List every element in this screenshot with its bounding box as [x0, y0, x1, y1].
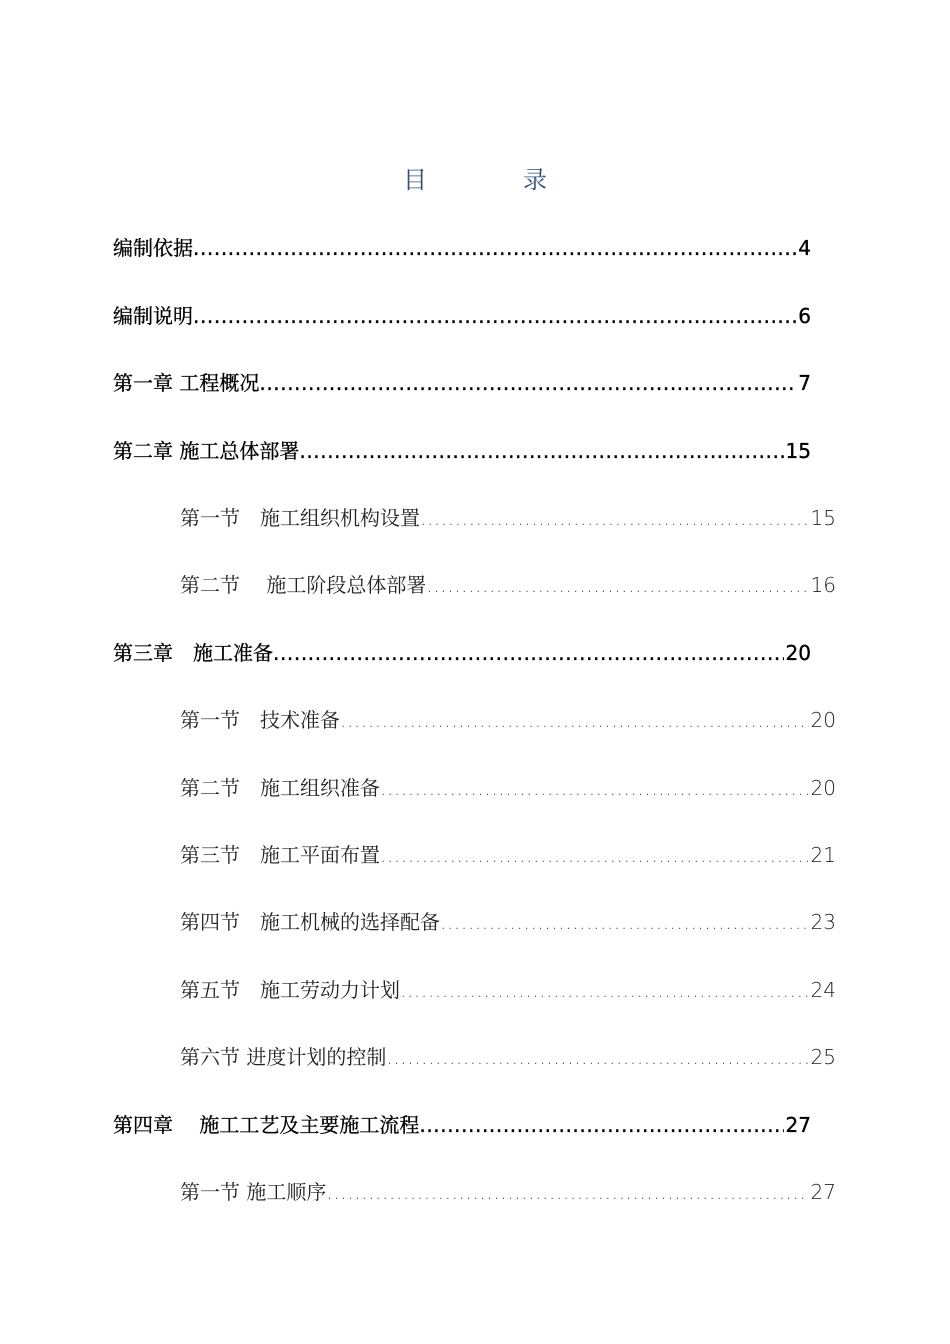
toc-entry-label: 第四章 施工工艺及主要施工流程: [113, 1113, 420, 1137]
toc-entry-page: 27: [810, 1180, 836, 1204]
toc-entry[interactable]: [180, 773, 836, 803]
toc-entry[interactable]: [180, 1042, 836, 1072]
dot-leader: [419, 1110, 783, 1140]
toc-entry-label: 第一节 施工顺序: [180, 1180, 327, 1204]
toc-entry-label: 第六节 进度计划的控制: [180, 1045, 387, 1069]
toc-entry-page: 23: [810, 910, 836, 934]
toc-entry-page: 27: [785, 1113, 811, 1137]
toc-entry[interactable]: [113, 233, 811, 263]
toc-entry[interactable]: [113, 368, 811, 398]
toc-entry-page: 20: [810, 776, 836, 800]
toc-entry-label: 第一节 施工组织机构设置: [180, 506, 420, 530]
toc-entry-label: 第三章 施工准备: [113, 641, 273, 665]
toc-entry-page: 25: [810, 1045, 836, 1069]
dot-leader: [259, 368, 796, 398]
toc-entry[interactable]: [180, 907, 836, 937]
toc-entry-label: 编制依据: [113, 236, 193, 260]
toc-entry-label: 第二节 施工阶段总体部署: [180, 573, 427, 597]
dot-leader: [420, 503, 809, 533]
dot-leader: [380, 773, 809, 803]
toc-entry-page: 24: [810, 978, 836, 1002]
toc-entry-label: 第五节 施工劳动力计划: [180, 978, 400, 1002]
toc-entry-page: 4: [798, 236, 811, 260]
toc-entry[interactable]: [180, 1177, 836, 1207]
toc-title: 目 录: [403, 166, 583, 194]
toc-entry-label: 第三节 施工平面布置: [180, 843, 380, 867]
toc-entry-page: 21: [810, 843, 836, 867]
toc-entry[interactable]: [180, 975, 836, 1005]
toc-entry[interactable]: [180, 570, 836, 600]
dot-leader: [340, 705, 809, 735]
toc-entry[interactable]: [113, 301, 811, 331]
toc-entry-label: 第一章 工程概况: [113, 371, 260, 395]
toc-entry-page: 7: [798, 371, 811, 395]
toc-entry-page: 20: [785, 641, 811, 665]
dot-leader: [440, 907, 809, 937]
toc-entry[interactable]: [180, 503, 836, 533]
toc-entry[interactable]: [180, 705, 836, 735]
dot-leader: [193, 301, 796, 331]
toc-entry-page: 6: [798, 304, 811, 328]
dot-leader: [380, 840, 809, 870]
toc-entry-label: 第二节 施工组织准备: [180, 776, 380, 800]
dot-leader: [386, 1042, 808, 1072]
toc-entry-page: 16: [810, 573, 836, 597]
dot-leader: [400, 975, 809, 1005]
toc-entry[interactable]: [113, 436, 811, 466]
toc-entry-page: 20: [810, 708, 836, 732]
toc-entry-label: 第二章 施工总体部署: [113, 439, 300, 463]
dot-leader: [273, 638, 784, 668]
dot-leader: [326, 1177, 808, 1207]
toc-entry[interactable]: [113, 1110, 811, 1140]
toc-entry-label: 编制说明: [113, 304, 193, 328]
toc-entry-label: 第四节 施工机械的选择配备: [180, 910, 440, 934]
toc-entry[interactable]: [113, 638, 811, 668]
dot-leader: [299, 436, 783, 466]
dot-leader: [193, 233, 796, 263]
toc-entry-label: 第一节 技术准备: [180, 708, 340, 732]
toc-entry[interactable]: [180, 840, 836, 870]
toc-entry-page: 15: [785, 439, 811, 463]
toc-entry-page: 15: [810, 506, 836, 530]
dot-leader: [426, 570, 808, 600]
